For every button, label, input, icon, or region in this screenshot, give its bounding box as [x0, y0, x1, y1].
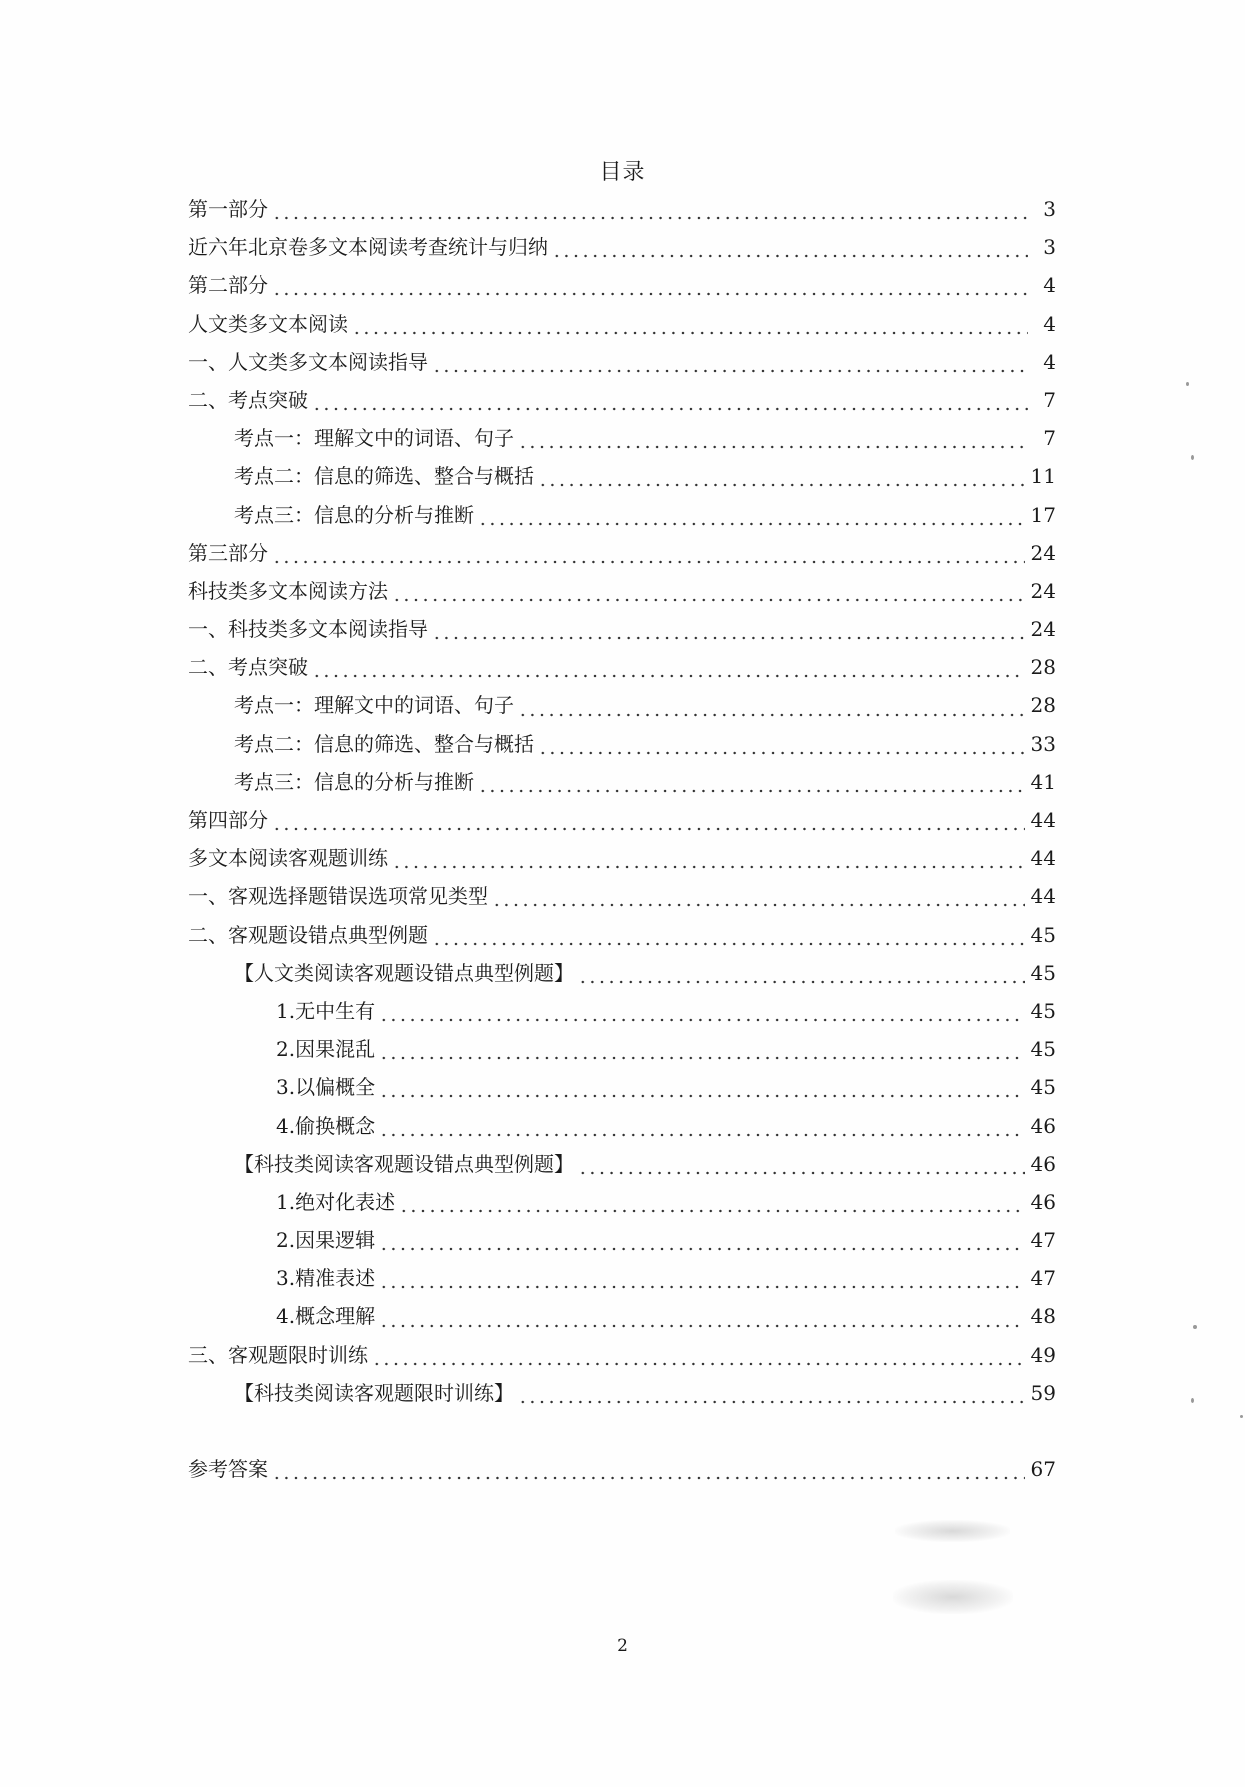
- toc-entry-page: 45: [1030, 998, 1056, 1023]
- toc-entry-page: 4: [1043, 311, 1056, 336]
- toc-entry-title: 考点三：信息的分析与推断: [234, 769, 474, 794]
- dot-leader: [372, 1345, 1025, 1369]
- toc-entry: [188, 496, 1056, 534]
- toc-entry: [188, 343, 1056, 381]
- toc-entry-title: 第二部分: [188, 273, 268, 298]
- toc-entry: [188, 648, 1056, 686]
- toc-entry-page: 11: [1030, 464, 1056, 489]
- toc-entry: [188, 534, 1056, 572]
- toc-entry-title: 2.因果混乱: [276, 1037, 376, 1062]
- scan-speck: [1191, 455, 1194, 460]
- toc-entry-page: 28: [1030, 655, 1056, 680]
- dot-leader: [478, 505, 1025, 529]
- scan-speck: [1186, 382, 1189, 386]
- toc-entry: [188, 228, 1056, 266]
- page-number: 2: [617, 1636, 628, 1656]
- toc-entry-title: 1.绝对化表述: [276, 1189, 396, 1214]
- toc-entry: [188, 1030, 1056, 1068]
- dot-leader: [379, 1077, 1024, 1101]
- toc-entry-title: 人文类多文本阅读: [188, 311, 348, 336]
- toc-entry-page: 24: [1030, 617, 1056, 642]
- toc-entry-page: 48: [1030, 1304, 1056, 1329]
- toc-entry: [188, 877, 1056, 915]
- toc-entry-page: 47: [1030, 1228, 1056, 1253]
- toc-entry-title: 一、人文类多文本阅读指导: [188, 349, 428, 374]
- toc-entry-page: 46: [1030, 1113, 1056, 1138]
- dot-leader: [432, 925, 1025, 949]
- toc-entry-title: 【人文类阅读客观题设错点典型例题】: [234, 960, 574, 985]
- toc-entry-title: 考点一：理解文中的词语、句子: [234, 426, 514, 451]
- dot-leader: [538, 734, 1025, 758]
- toc-entry-page: 24: [1030, 540, 1056, 565]
- toc-entry-title: 第四部分: [188, 808, 268, 832]
- toc-entry: [188, 419, 1056, 457]
- dot-leader: [578, 1154, 1025, 1178]
- dot-leader: [272, 810, 1025, 834]
- toc-entry-page: 44: [1030, 884, 1056, 909]
- toc-entry: [188, 1183, 1056, 1221]
- toc-entry: [188, 1068, 1056, 1106]
- toc-entry-title: 考点三：信息的分析与推断: [234, 502, 474, 527]
- dot-leader: [478, 772, 1025, 796]
- toc-entry-title: 科技类多文本阅读方法: [188, 578, 388, 603]
- dot-leader: [379, 1001, 1024, 1025]
- toc-entry-title: 第三部分: [188, 540, 268, 565]
- toc-entry: [188, 266, 1056, 304]
- toc-entry-title: 考点二：信息的筛选、整合与概括: [234, 731, 534, 756]
- toc-entry-title: 4.偷换概念: [276, 1113, 376, 1138]
- toc-entry-page: 45: [1030, 960, 1056, 985]
- toc-entry-page: 45: [1030, 1075, 1056, 1100]
- toc-entry-page: 4: [1043, 273, 1056, 298]
- dot-leader: [578, 963, 1025, 987]
- dot-leader: [432, 352, 1028, 376]
- toc-entry-page: 44: [1030, 846, 1056, 871]
- toc-entry-title: 一、客观选择题错误选项常见类型: [188, 884, 488, 909]
- toc-entry: [188, 1336, 1056, 1374]
- toc-entry-title: 考点一：理解文中的词语、句子: [234, 693, 514, 718]
- table-of-contents: [188, 190, 1056, 1488]
- toc-entry-title: 二、考点突破: [188, 387, 308, 412]
- toc-entry-page: 67: [1030, 1457, 1056, 1481]
- dot-leader: [312, 390, 1028, 414]
- toc-entry-title: 一、科技类多文本阅读指导: [188, 617, 428, 642]
- toc-entry-title: 二、客观题设错点典型例题: [188, 922, 428, 947]
- scan-smudge: [895, 1520, 1010, 1542]
- toc-entry-title: 【科技类阅读客观题限时训练】: [234, 1380, 514, 1405]
- toc-entry-page: 41: [1030, 769, 1056, 794]
- dot-leader: [379, 1230, 1024, 1254]
- toc-entry-page: 44: [1030, 808, 1056, 832]
- toc-entry-page: 3: [1043, 235, 1056, 260]
- dot-leader: [552, 237, 1028, 261]
- dot-leader: [272, 1459, 1025, 1483]
- toc-entry: [188, 954, 1056, 992]
- toc-entry: [188, 1450, 1056, 1488]
- toc-entry-title: 1.无中生有: [276, 998, 376, 1023]
- toc-entry-page: 45: [1030, 922, 1056, 947]
- toc-entry: [188, 1221, 1056, 1259]
- toc-entry-page: 33: [1030, 731, 1056, 756]
- toc-entry-title: 三、客观题限时训练: [188, 1342, 368, 1367]
- dot-leader: [432, 619, 1025, 643]
- toc-entry: [188, 1374, 1056, 1412]
- toc-entry-page: 49: [1030, 1342, 1056, 1367]
- dot-leader: [399, 1192, 1024, 1216]
- toc-entry-page: 45: [1030, 1037, 1056, 1062]
- toc-entry-title: 参考答案: [188, 1457, 268, 1481]
- toc-entry: [188, 1297, 1056, 1335]
- toc-entry-title: 多文本阅读客观题训练: [188, 846, 388, 871]
- toc-entry: [188, 190, 1056, 228]
- dot-leader: [518, 428, 1028, 452]
- dot-leader: [272, 199, 1028, 223]
- toc-entry-title: 二、考点突破: [188, 655, 308, 680]
- toc-entry: [188, 725, 1056, 763]
- toc-entry-title: 考点二：信息的筛选、整合与概括: [234, 464, 534, 489]
- toc-entry-title: 第一部分: [188, 197, 268, 221]
- toc-entry-page: 7: [1043, 426, 1056, 451]
- toc-entry: [188, 1145, 1056, 1183]
- toc-entry: [188, 381, 1056, 419]
- toc-entry: [188, 572, 1056, 610]
- toc-entry-page: 24: [1030, 578, 1056, 603]
- dot-leader: [312, 657, 1025, 681]
- scan-smudge: [893, 1580, 1013, 1614]
- toc-entry-title: 3.以偏概全: [276, 1075, 376, 1100]
- toc-entry-page: 4: [1043, 349, 1056, 374]
- scan-speck: [1191, 1398, 1194, 1403]
- toc-entry: [188, 457, 1056, 495]
- scan-speck: [1193, 1325, 1197, 1329]
- toc-entry: [188, 763, 1056, 801]
- toc-entry-title: 【科技类阅读客观题设错点典型例题】: [234, 1151, 574, 1176]
- toc-entry: [188, 992, 1056, 1030]
- dot-leader: [518, 696, 1025, 720]
- scan-speck: [1240, 1415, 1243, 1418]
- toc-entry-page: 3: [1043, 197, 1056, 221]
- dot-leader: [379, 1039, 1024, 1063]
- toc-entry-page: 47: [1030, 1266, 1056, 1291]
- dot-leader: [518, 1383, 1025, 1407]
- toc-title: 目录: [599, 160, 646, 185]
- toc-entry: [188, 610, 1056, 648]
- toc-entry-title: 3.精准表述: [276, 1266, 376, 1291]
- dot-leader: [392, 848, 1025, 872]
- dot-leader: [392, 581, 1025, 605]
- toc-entry: [188, 839, 1056, 877]
- toc-entry: [188, 801, 1056, 839]
- toc-entry-page: 7: [1043, 387, 1056, 412]
- dot-leader: [379, 1116, 1024, 1140]
- toc-entry-page: 28: [1030, 693, 1056, 718]
- toc-entry-page: 59: [1030, 1380, 1056, 1405]
- dot-leader: [272, 275, 1028, 299]
- toc-entry-title: 4.概念理解: [276, 1304, 376, 1329]
- dot-leader: [379, 1268, 1024, 1292]
- dot-leader: [538, 466, 1025, 490]
- dot-leader: [492, 886, 1025, 910]
- toc-entry-title: 近六年北京卷多文本阅读考查统计与归纳: [188, 235, 548, 260]
- toc-entry-page: 17: [1030, 502, 1056, 527]
- toc-entry: [188, 305, 1056, 343]
- toc-entry-page: 46: [1030, 1151, 1056, 1176]
- toc-entry: [188, 916, 1056, 954]
- toc-entry: [188, 686, 1056, 724]
- toc-entry: [188, 1107, 1056, 1145]
- dot-leader: [352, 314, 1028, 338]
- toc-entry-title: 2.因果逻辑: [276, 1228, 376, 1253]
- dot-leader: [272, 543, 1025, 567]
- dot-leader: [379, 1307, 1024, 1331]
- toc-entry-page: 46: [1030, 1189, 1056, 1214]
- toc-entry: [188, 1259, 1056, 1297]
